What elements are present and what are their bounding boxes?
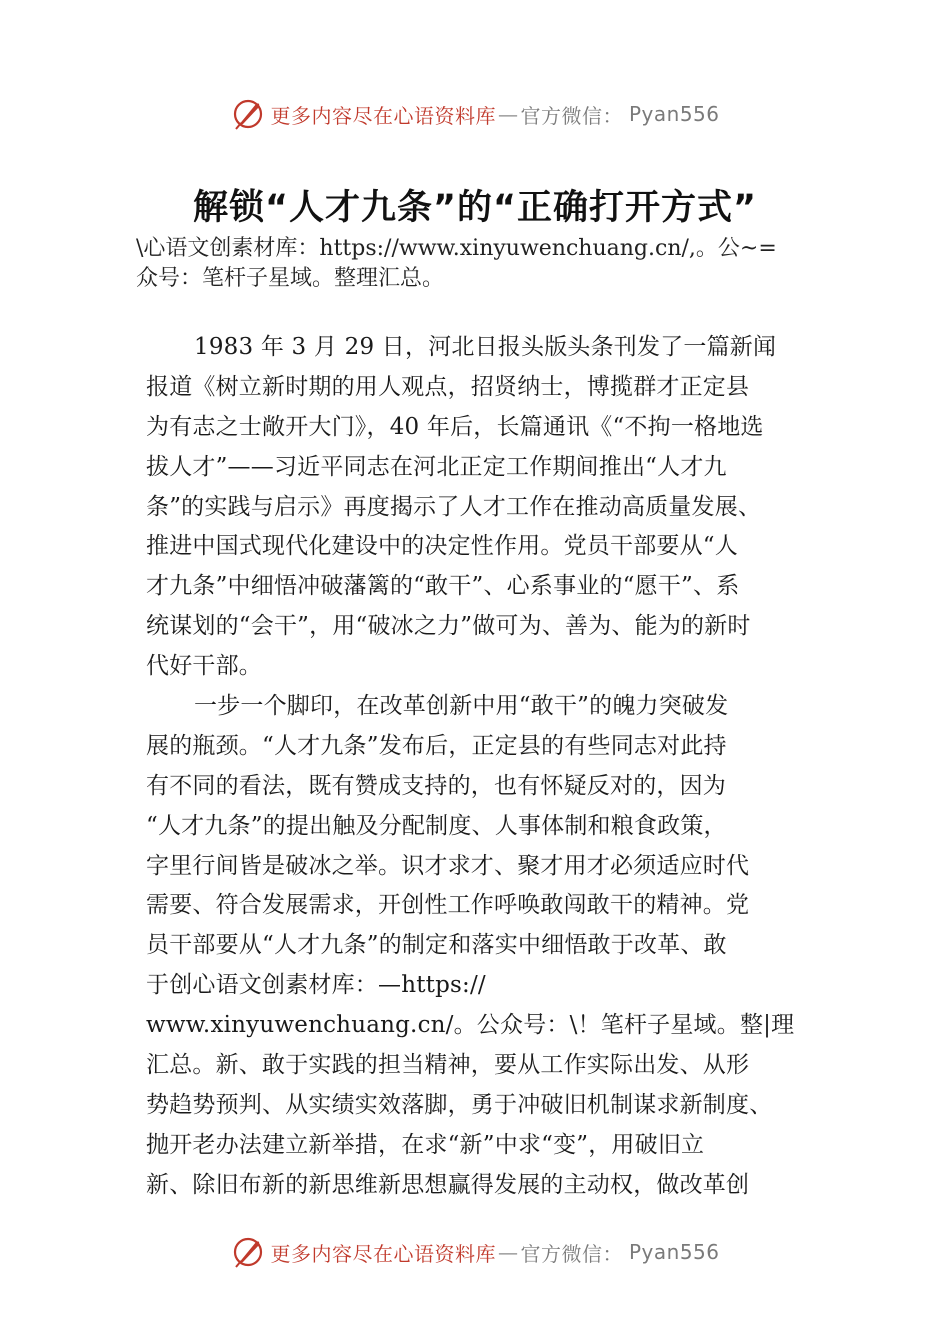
body-line: 推进中国式现代化建设中的决定性作用。党员干部要从“人 xyxy=(146,533,738,560)
header-banner xyxy=(0,94,950,134)
body-line: 有不同的看法，既有赞成支持的，也有怀疑反对的，因为 xyxy=(146,772,726,799)
body-line: 员干部要从“人才九条”的制定和落实中细悟敢于改革、敢 xyxy=(146,932,727,959)
body-line: 1983 年 3 月 29 日，河北日报头版头条刊发了一篇新闻 xyxy=(194,334,777,360)
article-body xyxy=(146,328,826,1206)
body-line: 报道《树立新时期的用人观点，招贤纳士，博揽群才正定县 xyxy=(146,373,750,400)
body-line: 抛开老办法建立新举措，在求“新”中求“变”，用破旧立 xyxy=(146,1131,705,1158)
body-line: 一步一个脚印，在改革创新中用“敢干”的魄力突破发 xyxy=(194,693,729,720)
body-line: 展的瓶颈。“人才九条”发布后，正定县的有些同志对此持 xyxy=(146,732,727,759)
banner-main-text: 更多内容尽在心语资料库 xyxy=(270,103,496,128)
quill-logo-icon xyxy=(230,1234,266,1270)
body-line: “人才九条”的提出触及分配制度、人事体制和粮食政策， xyxy=(146,812,727,839)
banner-separator: — xyxy=(497,1240,519,1264)
body-line: 条”的实践与启示》再度揭示了人才工作在推动高质量发展、 xyxy=(146,493,762,520)
document-title: 解锁“人才九条”的“正确打开方式” xyxy=(192,188,757,228)
banner-sub-text: 官方微信： xyxy=(520,1241,623,1266)
body-line: 统谋划的“会干”，用“破冰之力”做可为、善为、能为的新时 xyxy=(146,613,751,640)
source-line: \心语文创素材库：https://www.xinyuwenchuang.cn/,。公~= xyxy=(136,236,777,261)
banner-main-text: 更多内容尽在心语资料库 xyxy=(270,1241,496,1266)
banner-separator: — xyxy=(497,102,519,126)
source-line: 众号：笔杆子星域。整理汇总。 xyxy=(136,266,445,291)
body-line: 汇总。新、敢于实践的担当精神，要从工作实际出发、从形 xyxy=(146,1052,750,1079)
footer-banner xyxy=(0,1232,950,1272)
body-line: 新、除旧布新的新思维新思想赢得发展的主动权，做改革创 xyxy=(146,1171,750,1198)
body-line: 字里行间皆是破冰之举。识才求才、聚才用才必须适应时代 xyxy=(146,852,750,879)
body-line: 才九条”中细悟冲破藩篱的“敢干”、心系事业的“愿干”、系 xyxy=(146,573,740,600)
body-line: www.xinyuwenchuang.cn/。公众号：\！笔杆子星域。整|理 xyxy=(146,1012,795,1039)
body-line: 代好干部。 xyxy=(146,653,262,680)
body-line: 势趋势预判、从实绩实效落脚，勇于冲破旧机制谋求新制度、 xyxy=(146,1091,773,1118)
body-line: 拔人才”——习近平同志在河北正定工作期间推出“人才九 xyxy=(146,453,727,480)
body-line: 于创心语文创素材库：—https:// xyxy=(146,972,486,999)
body-line: 需要、符合发展需求，开创性工作呼唤敢闯敢干的精神。党 xyxy=(146,892,750,919)
banner-sub-text: 官方微信： xyxy=(520,103,623,128)
banner-wechat-id: Pyan556 xyxy=(628,1240,720,1264)
quill-logo-icon xyxy=(230,96,266,132)
body-line: 为有志之士敞开大门》，40 年后，长篇通讯《“不拘一格地选 xyxy=(146,413,764,440)
banner-wechat-id: Pyan556 xyxy=(628,102,720,126)
source-note xyxy=(136,234,836,294)
